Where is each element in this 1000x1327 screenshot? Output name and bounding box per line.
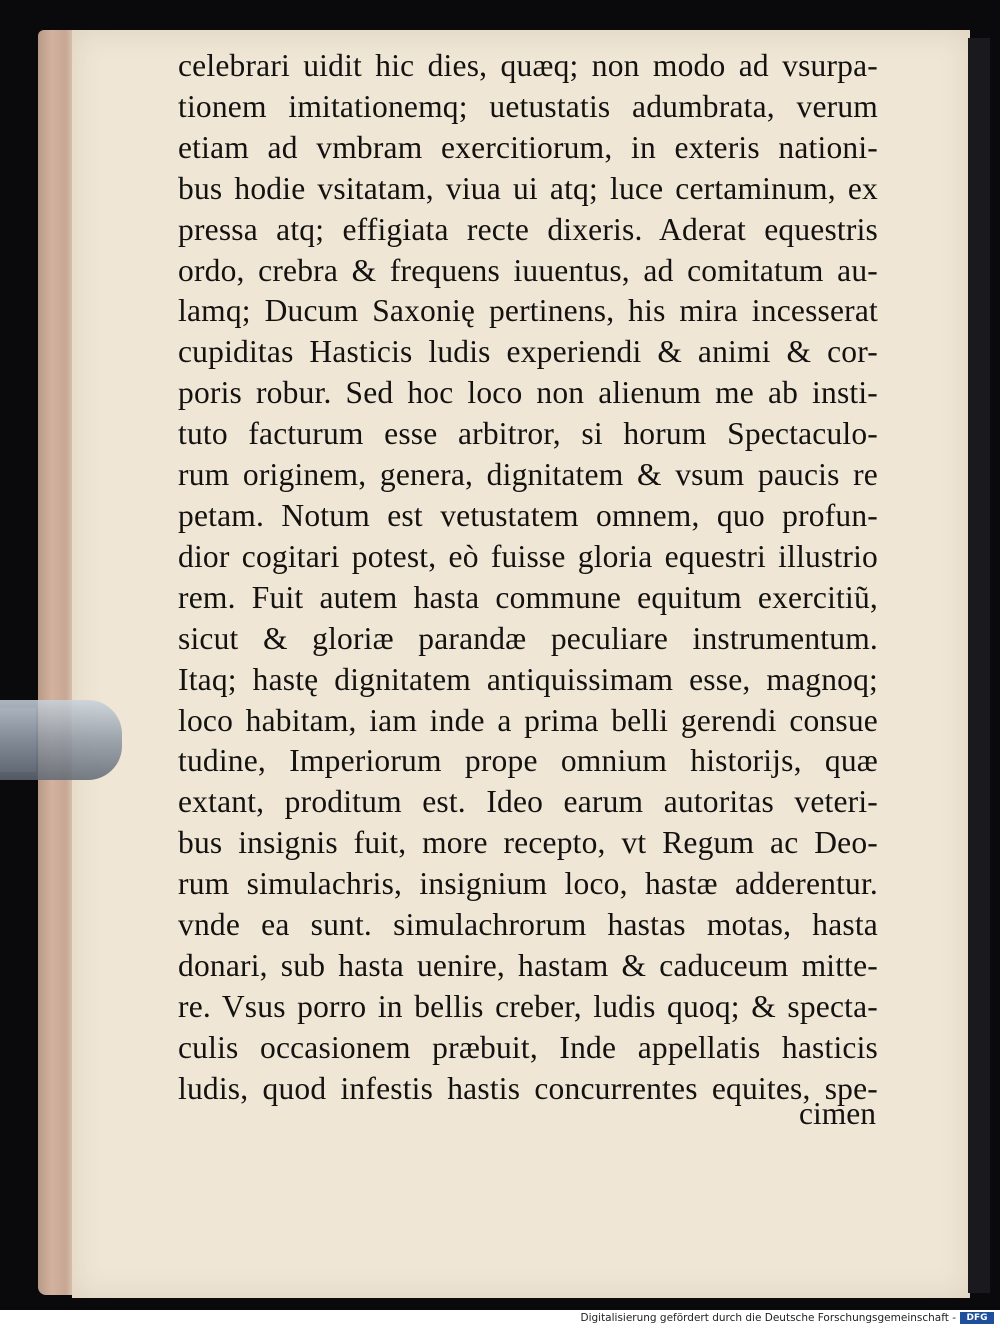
text-line: tudine, Imperiorum prope omnium historijs, quæ — [178, 743, 878, 779]
text-line: sicut & gloriæ parandæ peculiare instrumentum. — [178, 620, 878, 656]
text-line: celebrari uidit hic dies, quæq; non modo ad vsurpa- — [178, 48, 878, 83]
bookmark-clip — [0, 700, 122, 780]
text-line: vnde ea sunt. simulachrorum hastas motas, hasta — [178, 907, 878, 943]
gutter-shadow — [968, 38, 990, 1293]
text-line: petam. Notum est vetustatem omnem, quo profun- — [178, 497, 878, 533]
catchword: cimen — [799, 1096, 876, 1131]
text-line: Itaq; hastę dignitatem antiquissimam esse, magnoq; — [178, 661, 878, 697]
footer-credit: Digitalisierung gefördert durch die Deutsche Forschungsgemeinschaft - — [580, 1312, 956, 1324]
text-line: loco habitam, iam inde a prima belli gerendi consue — [178, 702, 878, 738]
text-line: cupiditas Hasticis ludis experiendi & animi & cor- — [178, 334, 878, 370]
text-line: re. Vsus porro in bellis creber, ludis quoq; & specta- — [178, 988, 878, 1024]
text-line: tionem imitationemq; uetustatis adumbrata, verum — [178, 88, 878, 124]
text-line: extant, proditum est. Ideo earum autoritas veteri- — [178, 784, 878, 820]
text-line: culis occasionem præbuit, Inde appellatis hasticis — [178, 1029, 878, 1065]
text-line: rum simulachris, insignium loco, hastæ adderentur. — [178, 866, 878, 902]
text-line: donari, sub hasta uenire, hastam & caduceum mitte- — [178, 947, 878, 983]
text-line: lamq; Ducum Saxonię pertinens, his mira incesserat — [178, 293, 878, 329]
body-text — [178, 46, 878, 1110]
text-line: bus insignis fuit, more recepto, vt Regum ac Deo- — [178, 825, 878, 861]
dfg-logo: DFG — [960, 1312, 994, 1324]
text-line: ludis, quod infestis hastis concurrentes equites, spe- — [178, 1070, 878, 1106]
text-line: ordo, crebra & frequens iuuentus, ad comitatum au- — [178, 252, 878, 288]
text-line: tuto facturum esse arbitror, si horum Spectaculo- — [178, 416, 878, 452]
text-line: poris robur. Sed hoc loco non alienum me ab insti- — [178, 375, 878, 411]
text-line: bus hodie vsitatam, viua ui atq; luce certaminum, ex — [178, 170, 878, 206]
text-line: pressa atq; effigiata recte dixeris. Aderat equestris — [178, 211, 878, 247]
text-line: dior cogitari potest, eò fuisse gloria equestri illustrio — [178, 538, 878, 574]
text-line: etiam ad vmbram exercitiorum, in exteris nationi- — [178, 129, 878, 165]
text-line: rum originem, genera, dignitatem & vsum paucis re — [178, 457, 878, 493]
text-line: rem. Fuit autem hasta commune equitum exercitiũ, — [178, 579, 878, 615]
